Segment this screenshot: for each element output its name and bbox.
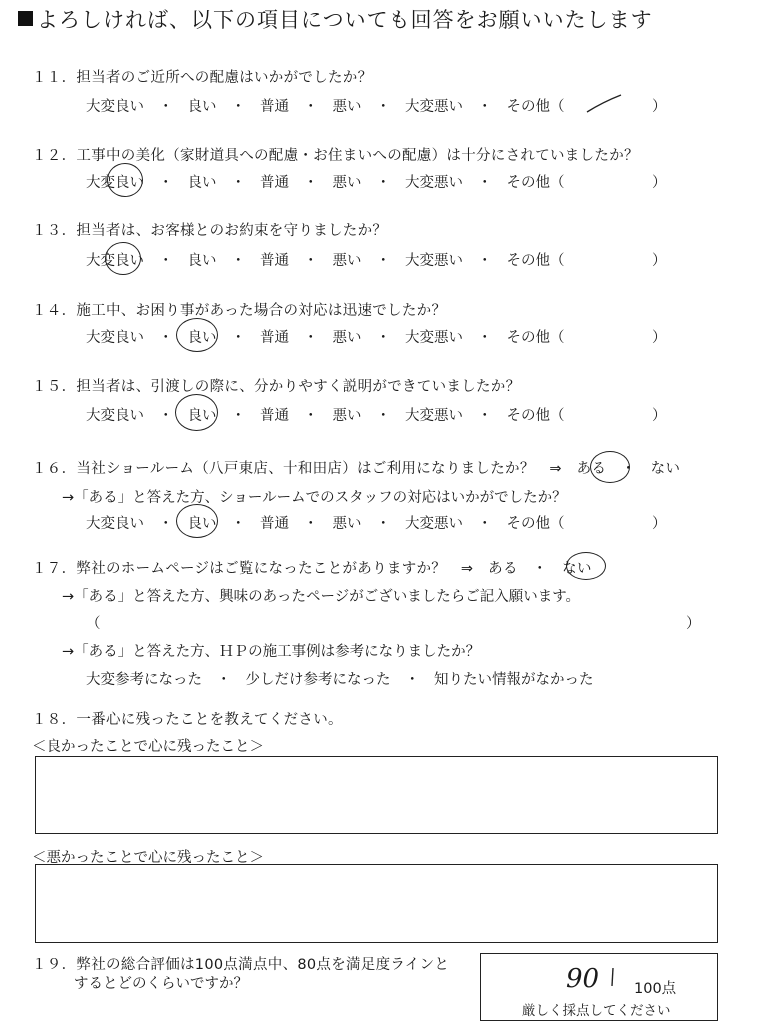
q19-question-line2: するとどのくらいですか？	[74, 976, 248, 992]
q14-options[interactable]: 大変良い ・ 良い ・ 普通 ・ 悪い ・ 大変悪い ・ その他（	[86, 330, 565, 346]
q12-question: １２．工事中の美化（家財道具への配慮・お住まいへの配慮）は十分にされていましたか？	[32, 148, 639, 164]
q19-score-tick	[608, 966, 618, 988]
q11-options[interactable]: 大変良い ・ 良い ・ 普通 ・ 悪い ・ 大変悪い ・ その他（	[86, 99, 565, 115]
q18-good-answer-box[interactable]	[35, 756, 718, 834]
q19-question-line1: １９．弊社の総合評価は100点満点中、80点を満足度ラインと	[32, 957, 450, 973]
q16-answer-circle	[590, 451, 630, 483]
q18-bad-label: ＜悪かったことで心に残ったこと＞	[32, 850, 264, 866]
page-title	[18, 4, 653, 34]
q16-close-paren: ）	[652, 516, 667, 532]
q19-out-of: 100点	[634, 981, 677, 997]
q12-options[interactable]: 大変良い ・ 良い ・ 普通 ・ 悪い ・ 大変悪い ・ その他（	[86, 175, 565, 191]
q19-score-handwritten: 90	[566, 964, 600, 994]
q17-close-paren: ）	[686, 616, 701, 632]
q15-close-paren: ）	[652, 408, 667, 424]
q18-bad-answer-box[interactable]	[35, 864, 718, 943]
q16-options[interactable]: 大変良い ・ 良い ・ 普通 ・ 悪い ・ 大変悪い ・ その他（	[86, 516, 565, 532]
q14-answer-circle	[176, 318, 218, 352]
q13-question: １３．担当者は、お客様とのお約束を守りましたか？	[32, 223, 388, 239]
q13-answer-circle	[105, 242, 141, 275]
q11-close-paren: ）	[652, 99, 667, 115]
q11-question: １１．担当者のご近所への配慮はいかがでしたか？	[32, 70, 373, 86]
q14-question: １４．施工中、お困り事があった場合の対応は迅速でしたか？	[32, 303, 447, 319]
page-title-text: よろしければ、以下の項目についても回答をお願いいたします	[37, 8, 653, 32]
q17-answer-circle	[566, 552, 606, 580]
q17-sub2: →「ある」と答えた方、ＨＰの施工事例は参考になりましたか？	[62, 644, 481, 660]
q16-question: １６．当社ショールーム（八戸東店、十和田店）はご利用になりましたか？ ⇒ ある ・ ない	[32, 461, 681, 477]
q16-sub: →「ある」と答えた方、ショールームでのスタッフの対応はいかがでしたか？	[62, 490, 567, 506]
q17-question: １７．弊社のホームページはご覧になったことがありますか？ ⇒ ある ・ ない	[32, 561, 592, 577]
q13-close-paren: ）	[652, 253, 667, 269]
q19-note: 厳しく採点してください	[522, 1003, 671, 1019]
q16-sub-answer-circle	[176, 504, 218, 538]
black-square-icon	[18, 11, 33, 26]
q15-question: １５．担当者は、引渡しの際に、分かりやすく説明ができていましたか？	[32, 379, 521, 395]
q11-slash-mark	[585, 92, 625, 116]
q12-answer-circle	[107, 163, 143, 197]
q18-good-label: ＜良かったことで心に残ったこと＞	[32, 739, 264, 755]
q17-sub1: →「ある」と答えた方、興味のあったページがございましたらご記入願います。	[62, 589, 581, 605]
q12-close-paren: ）	[652, 175, 667, 191]
q15-options[interactable]: 大変良い ・ 良い ・ 普通 ・ 悪い ・ 大変悪い ・ その他（	[86, 408, 565, 424]
q18-question: １８．一番心に残ったことを教えてください。	[32, 712, 343, 728]
q17-open-paren: （	[86, 616, 101, 632]
q14-close-paren: ）	[652, 330, 667, 346]
q17-options[interactable]: 大変参考になった ・ 少しだけ参考になった ・ 知りたい情報がなかった	[86, 672, 594, 688]
q15-answer-circle	[175, 394, 218, 431]
q13-options[interactable]: 大変良い ・ 良い ・ 普通 ・ 悪い ・ 大変悪い ・ その他（	[86, 253, 565, 269]
